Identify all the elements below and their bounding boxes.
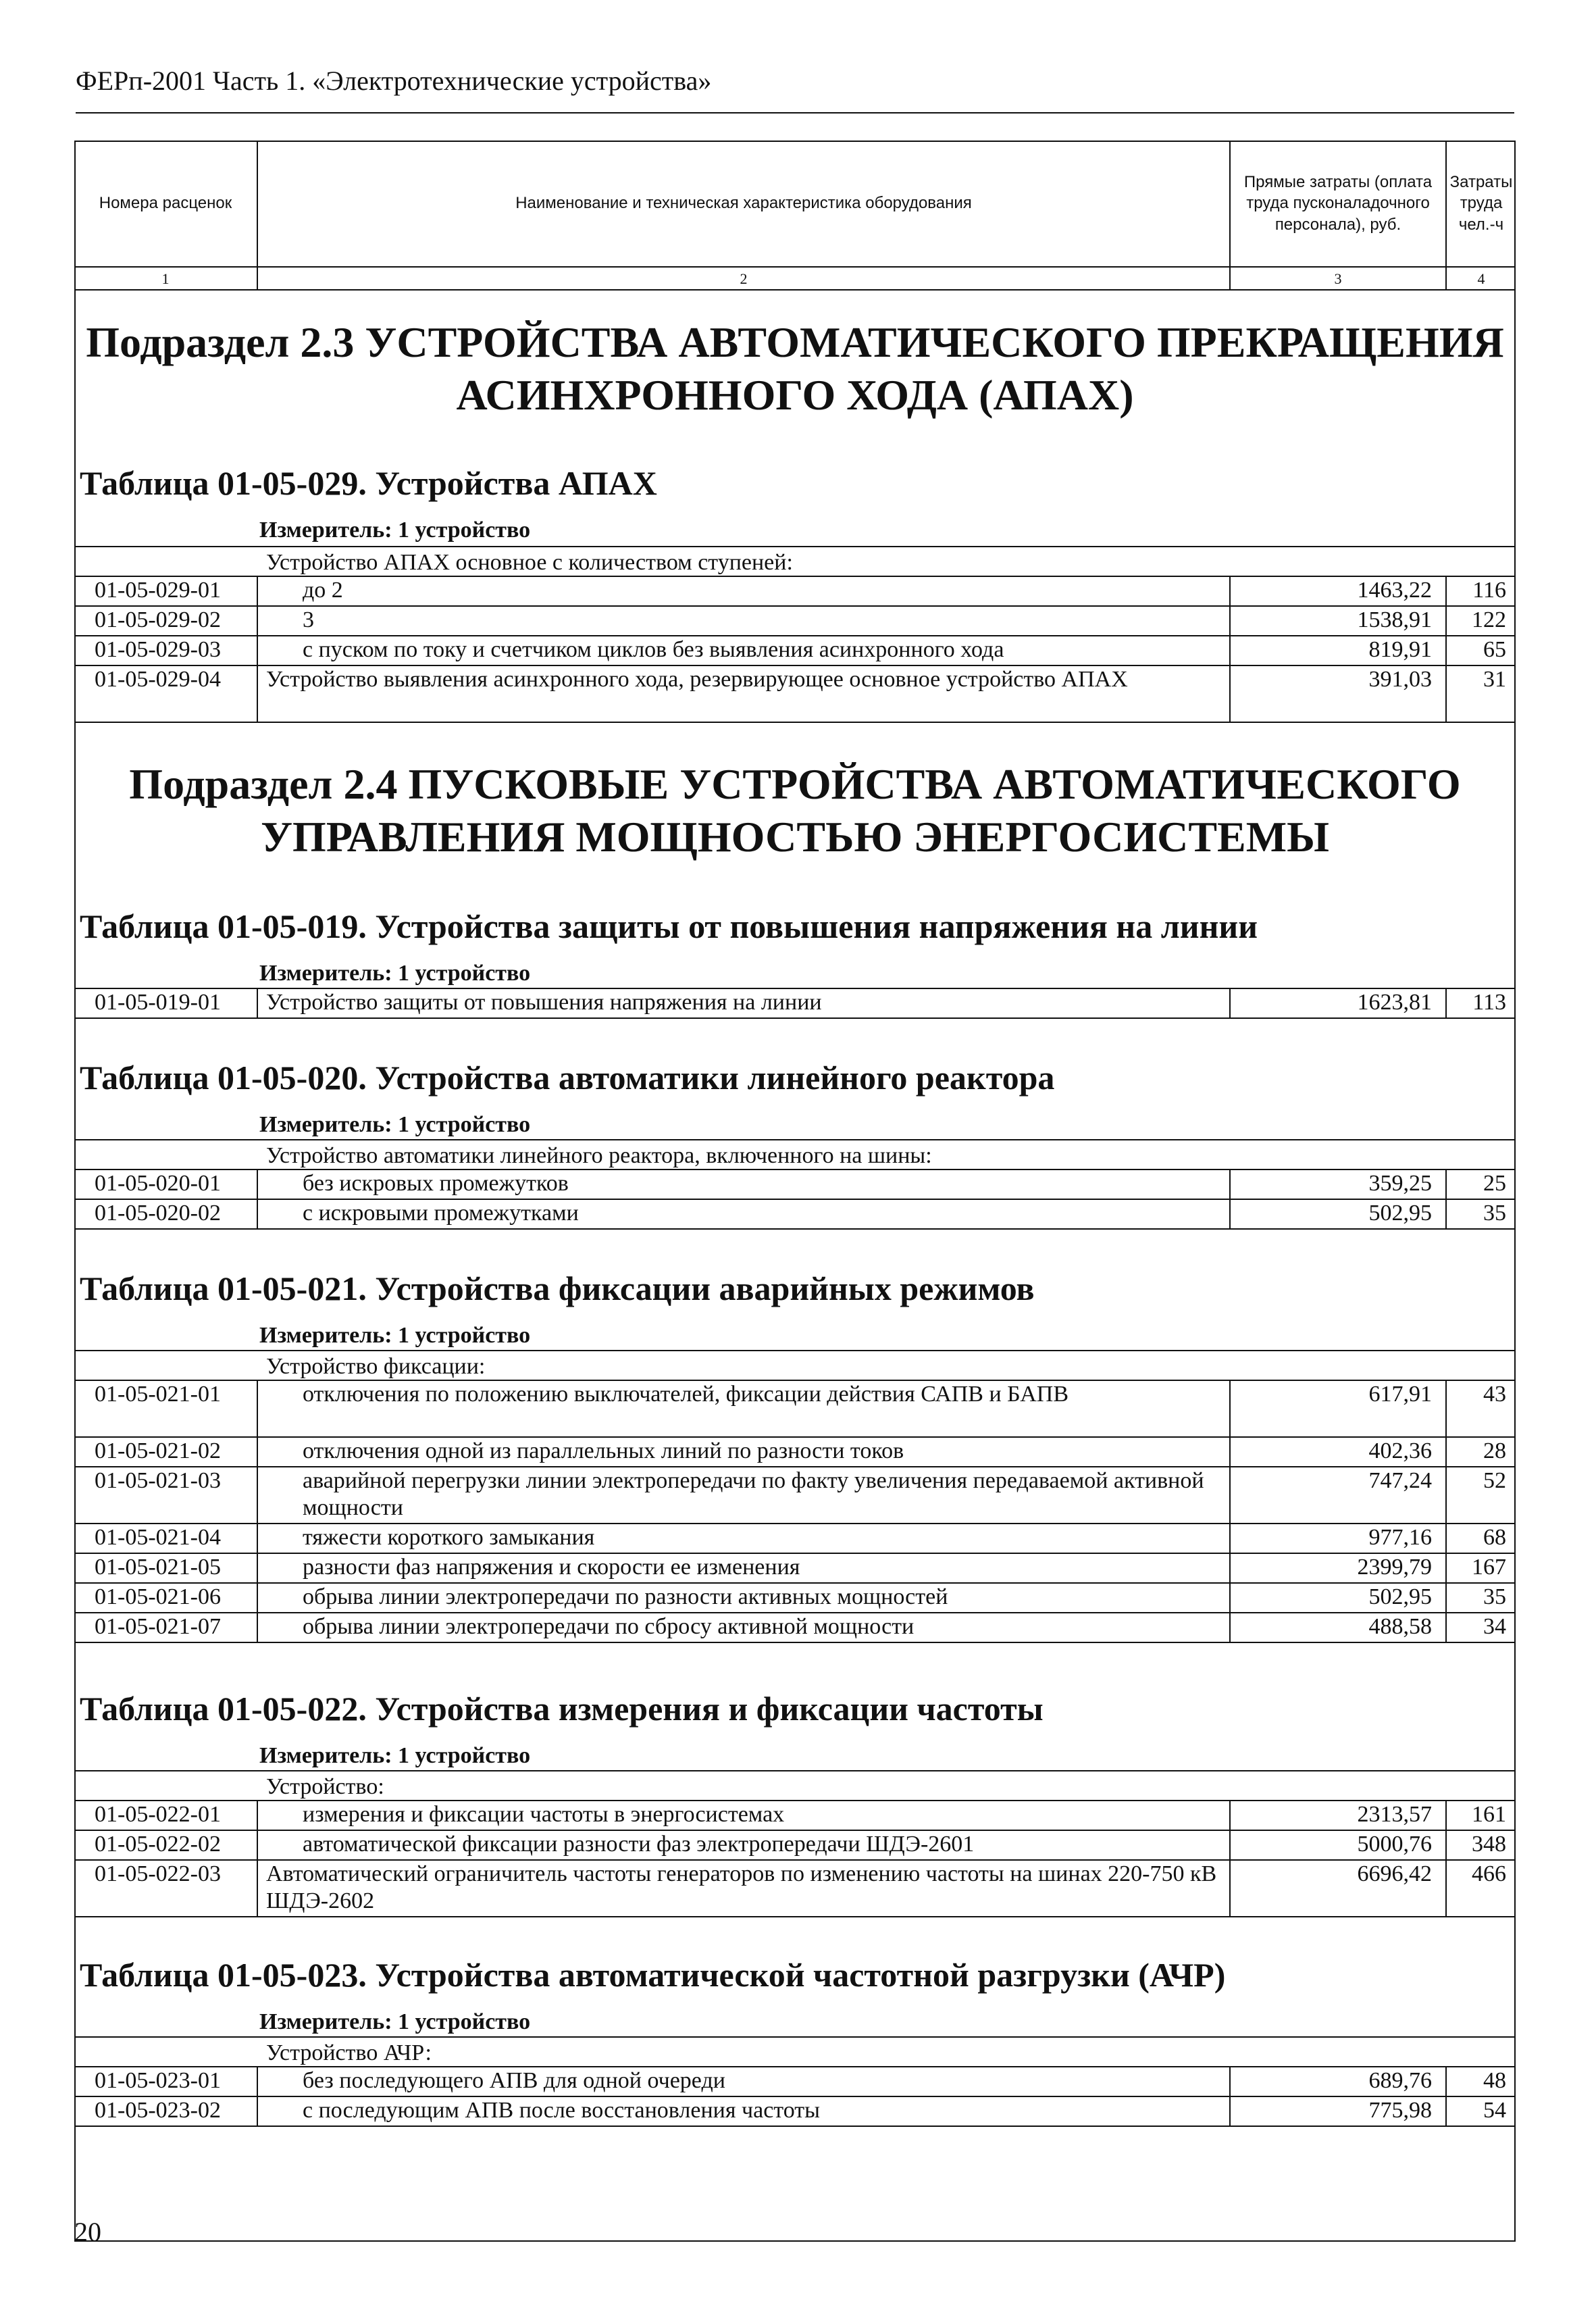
rate-name: отключения одной из параллельных линий по разности токов: [258, 1438, 1231, 1466]
rate-name: до 2: [258, 577, 1231, 605]
column-number-4: 4: [1477, 270, 1485, 287]
table-029-grid: [74, 546, 1516, 723]
table-022-group-row: [74, 1771, 1516, 1801]
table-row: [74, 2067, 1516, 2097]
table-row: [74, 1584, 1516, 1613]
rate-code: 01-05-023-02: [74, 2097, 258, 2126]
rate-code: 01-05-021-07: [74, 1613, 258, 1642]
rate-cost: 2399,79: [1231, 1554, 1447, 1582]
rate-cost: 977,16: [1231, 1524, 1447, 1553]
table-023-group-label: Устройство АЧР:: [266, 2040, 432, 2065]
table-row: [74, 1170, 1516, 1200]
table-029-group-label: Устройство АПАХ основное с количеством ступеней:: [266, 550, 793, 575]
rate-cost: 391,03: [1231, 666, 1447, 722]
rate-code: 01-05-022-02: [74, 1831, 258, 1859]
rate-code: 01-05-021-03: [74, 1467, 258, 1523]
table-row: [74, 607, 1516, 636]
table-020-meter: Измеритель: 1 устройство: [259, 1112, 531, 1137]
table-029-meter: Измеритель: 1 устройство: [259, 518, 531, 543]
rate-labor: 35: [1483, 1201, 1506, 1226]
table-row: [74, 1831, 1516, 1861]
rate-cost: 359,25: [1231, 1170, 1447, 1199]
rate-name: без последующего АПВ для одной очереди: [258, 2067, 1231, 2096]
rate-code: 01-05-021-05: [74, 1554, 258, 1582]
table-023-group-row: [74, 2038, 1516, 2067]
table-row: [74, 1381, 1516, 1438]
rate-name: с пуском по току и счетчиком циклов без выявления асинхронного хода: [258, 636, 1231, 665]
rate-labor: 348: [1472, 1832, 1506, 1857]
table-021-title: Таблица 01-05-021. Устройства фиксации аварийных режимов: [80, 1269, 1035, 1307]
rate-name: с искровыми промежутками: [258, 1200, 1231, 1228]
rate-cost: 6696,42: [1231, 1861, 1447, 1916]
rate-cost: 5000,76: [1231, 1831, 1447, 1859]
rate-code: 01-05-029-02: [74, 607, 258, 635]
rate-code: 01-05-029-03: [74, 636, 258, 665]
subsection-2-4-line2: УПРАВЛЕНИЯ МОЩНОСТЬЮ ЭНЕРГОСИСТЕМЫ: [261, 813, 1329, 861]
table-023-title: Таблица 01-05-023. Устройства автоматической частотной разгрузки (АЧР): [80, 1956, 1226, 1994]
rate-cost: 402,36: [1231, 1438, 1447, 1466]
rate-code: 01-05-023-01: [74, 2067, 258, 2096]
rate-name: Устройство защиты от повышения напряжения на линии: [258, 989, 1231, 1017]
header-labor-costs: Затраты труда чел.-ч: [1449, 173, 1513, 234]
table-row: [74, 1613, 1516, 1643]
subsection-2-3-line1: Подраздел 2.3 УСТРОЙСТВА АВТОМАТИЧЕСКОГО ПРЕКРАЩЕНИЯ: [86, 318, 1504, 366]
table-header: [74, 141, 1516, 291]
table-022-meter: Измеритель: 1 устройство: [259, 1743, 531, 1768]
rate-cost: 617,91: [1231, 1381, 1447, 1436]
rate-name: 3: [258, 607, 1231, 635]
table-023-grid: [74, 2036, 1516, 2127]
rate-cost: 488,58: [1231, 1613, 1447, 1642]
table-row: [74, 1200, 1516, 1230]
table-019-meter: Измеритель: 1 устройство: [259, 961, 531, 986]
table-row: [74, 666, 1516, 723]
rate-labor: 68: [1483, 1525, 1506, 1550]
rate-code: 01-05-029-01: [74, 577, 258, 605]
table-029-title: Таблица 01-05-029. Устройства АПАХ: [80, 464, 657, 502]
rate-code: 01-05-019-01: [74, 989, 258, 1017]
table-029-group-row: [74, 547, 1516, 577]
rate-labor: 466: [1472, 1861, 1506, 1886]
rate-name: без искровых промежутков: [258, 1170, 1231, 1199]
table-023-meter: Измеритель: 1 устройство: [259, 2009, 531, 2034]
rate-code: 01-05-022-01: [74, 1801, 258, 1830]
rate-cost: 1463,22: [1231, 577, 1447, 605]
rate-cost: 775,98: [1231, 2097, 1447, 2126]
rate-labor: 52: [1483, 1468, 1506, 1493]
table-019-title: Таблица 01-05-019. Устройства защиты от повышения напряжения на линии: [80, 907, 1258, 945]
table-row: [74, 1524, 1516, 1554]
subsection-2-4-heading: [76, 758, 1514, 863]
rate-name: Автоматический ограничитель частоты генераторов по изменению частоты на шинах 220-750 кВ ШДЭ-2602: [258, 1861, 1231, 1916]
table-021-grid: [74, 1350, 1516, 1643]
rate-code: 01-05-020-02: [74, 1200, 258, 1228]
rate-name: автоматической фиксации разности фаз электропередачи ШДЭ-2601: [258, 1831, 1231, 1859]
rate-labor: 122: [1472, 607, 1506, 632]
rate-labor: 34: [1483, 1614, 1506, 1639]
table-row: [74, 1801, 1516, 1831]
rate-name: отключения по положению выключателей, фиксации действия САПВ и БАПВ: [258, 1381, 1231, 1436]
rate-code: 01-05-029-04: [74, 666, 258, 722]
table-021-group-row: [74, 1351, 1516, 1381]
rate-labor: 25: [1483, 1171, 1506, 1196]
rate-labor: 116: [1472, 578, 1506, 603]
rate-name: измерения и фиксации частоты в энергосистемах: [258, 1801, 1231, 1830]
header-rule: [76, 112, 1514, 114]
rate-labor: 28: [1483, 1438, 1506, 1463]
rate-code: 01-05-022-03: [74, 1861, 258, 1916]
page-number: 20: [74, 2217, 101, 2247]
rate-labor: 65: [1483, 637, 1506, 662]
rate-labor: 54: [1483, 2098, 1506, 2123]
table-020-group-row: [74, 1140, 1516, 1170]
rate-cost: 747,24: [1231, 1467, 1447, 1523]
rate-name: разности фаз напряжения и скорости ее изменения: [258, 1554, 1231, 1582]
running-header: ФЕРп-2001 Часть 1. «Электротехнические устройства»: [76, 66, 712, 96]
table-022-grid: [74, 1770, 1516, 1917]
table-row: [74, 1861, 1516, 1917]
header-column-numbers: [74, 266, 1516, 291]
table-row: [74, 636, 1516, 666]
table-row: [74, 989, 1516, 1019]
table-row: [74, 2097, 1516, 2127]
rate-labor: 48: [1483, 2068, 1506, 2093]
rate-cost: 1538,91: [1231, 607, 1447, 635]
rate-labor: 35: [1483, 1584, 1506, 1609]
table-row: [74, 1438, 1516, 1467]
table-021-group-label: Устройство фиксации:: [266, 1354, 486, 1379]
column-number-2: 2: [258, 268, 1231, 289]
rate-cost: 689,76: [1231, 2067, 1447, 2096]
rate-name: обрыва линии электропередачи по разности активных мощностей: [258, 1584, 1231, 1612]
table-row: [74, 1467, 1516, 1524]
rate-labor: 113: [1472, 990, 1506, 1015]
table-row: [74, 1554, 1516, 1584]
header-rate-numbers: Номера расценок: [74, 141, 258, 266]
subsection-2-3-heading: [76, 316, 1514, 422]
header-equipment-name: Наименование и техническая характеристика оборудования: [258, 141, 1231, 266]
rate-name: обрыва линии электропередачи по сбросу активной мощности: [258, 1613, 1231, 1642]
table-022-group-label: Устройство:: [266, 1774, 384, 1799]
rate-code: 01-05-021-02: [74, 1438, 258, 1466]
table-020-grid: [74, 1139, 1516, 1230]
rate-cost: 502,95: [1231, 1200, 1447, 1228]
rate-code: 01-05-020-01: [74, 1170, 258, 1199]
rate-name: с последующим АПВ после восстановления частоты: [258, 2097, 1231, 2126]
rate-cost: 2313,57: [1231, 1801, 1447, 1830]
column-number-3: 3: [1231, 268, 1447, 289]
rate-labor: 43: [1483, 1382, 1506, 1407]
rate-labor: 167: [1472, 1555, 1506, 1580]
subsection-2-3-line2: АСИНХРОННОГО ХОДА (АПАХ): [456, 371, 1134, 419]
rate-name: Устройство выявления асинхронного хода, резервирующее основное устройство АПАХ: [258, 666, 1231, 722]
rate-cost: 819,91: [1231, 636, 1447, 665]
table-row: [74, 577, 1516, 607]
table-020-group-label: Устройство автоматики линейного реактора, включенного на шины:: [266, 1143, 932, 1168]
rate-labor: 161: [1472, 1802, 1506, 1827]
header-direct-costs: Прямые затраты (оплата труда пусконаладочного персонала), руб.: [1231, 141, 1447, 266]
rate-name: тяжести короткого замыкания: [258, 1524, 1231, 1553]
rate-code: 01-05-021-04: [74, 1524, 258, 1553]
column-number-1: 1: [74, 268, 258, 289]
table-022-title: Таблица 01-05-022. Устройства измерения и фиксации частоты: [80, 1690, 1044, 1728]
rate-cost: 502,95: [1231, 1584, 1447, 1612]
subsection-2-4-line1: Подраздел 2.4 ПУСКОВЫЕ УСТРОЙСТВА АВТОМАТИЧЕСКОГО: [129, 760, 1461, 808]
table-019-grid: [74, 988, 1516, 1019]
table-020-title: Таблица 01-05-020. Устройства автоматики линейного реактора: [80, 1059, 1055, 1097]
rate-code: 01-05-021-06: [74, 1584, 258, 1612]
table-021-meter: Измеритель: 1 устройство: [259, 1323, 531, 1348]
rate-cost: 1623,81: [1231, 989, 1447, 1017]
rate-name: аварийной перегрузки линии электропередачи по факту увеличения передаваемой активной мощности: [258, 1467, 1231, 1523]
rate-labor: 31: [1483, 667, 1506, 692]
rate-code: 01-05-021-01: [74, 1381, 258, 1436]
